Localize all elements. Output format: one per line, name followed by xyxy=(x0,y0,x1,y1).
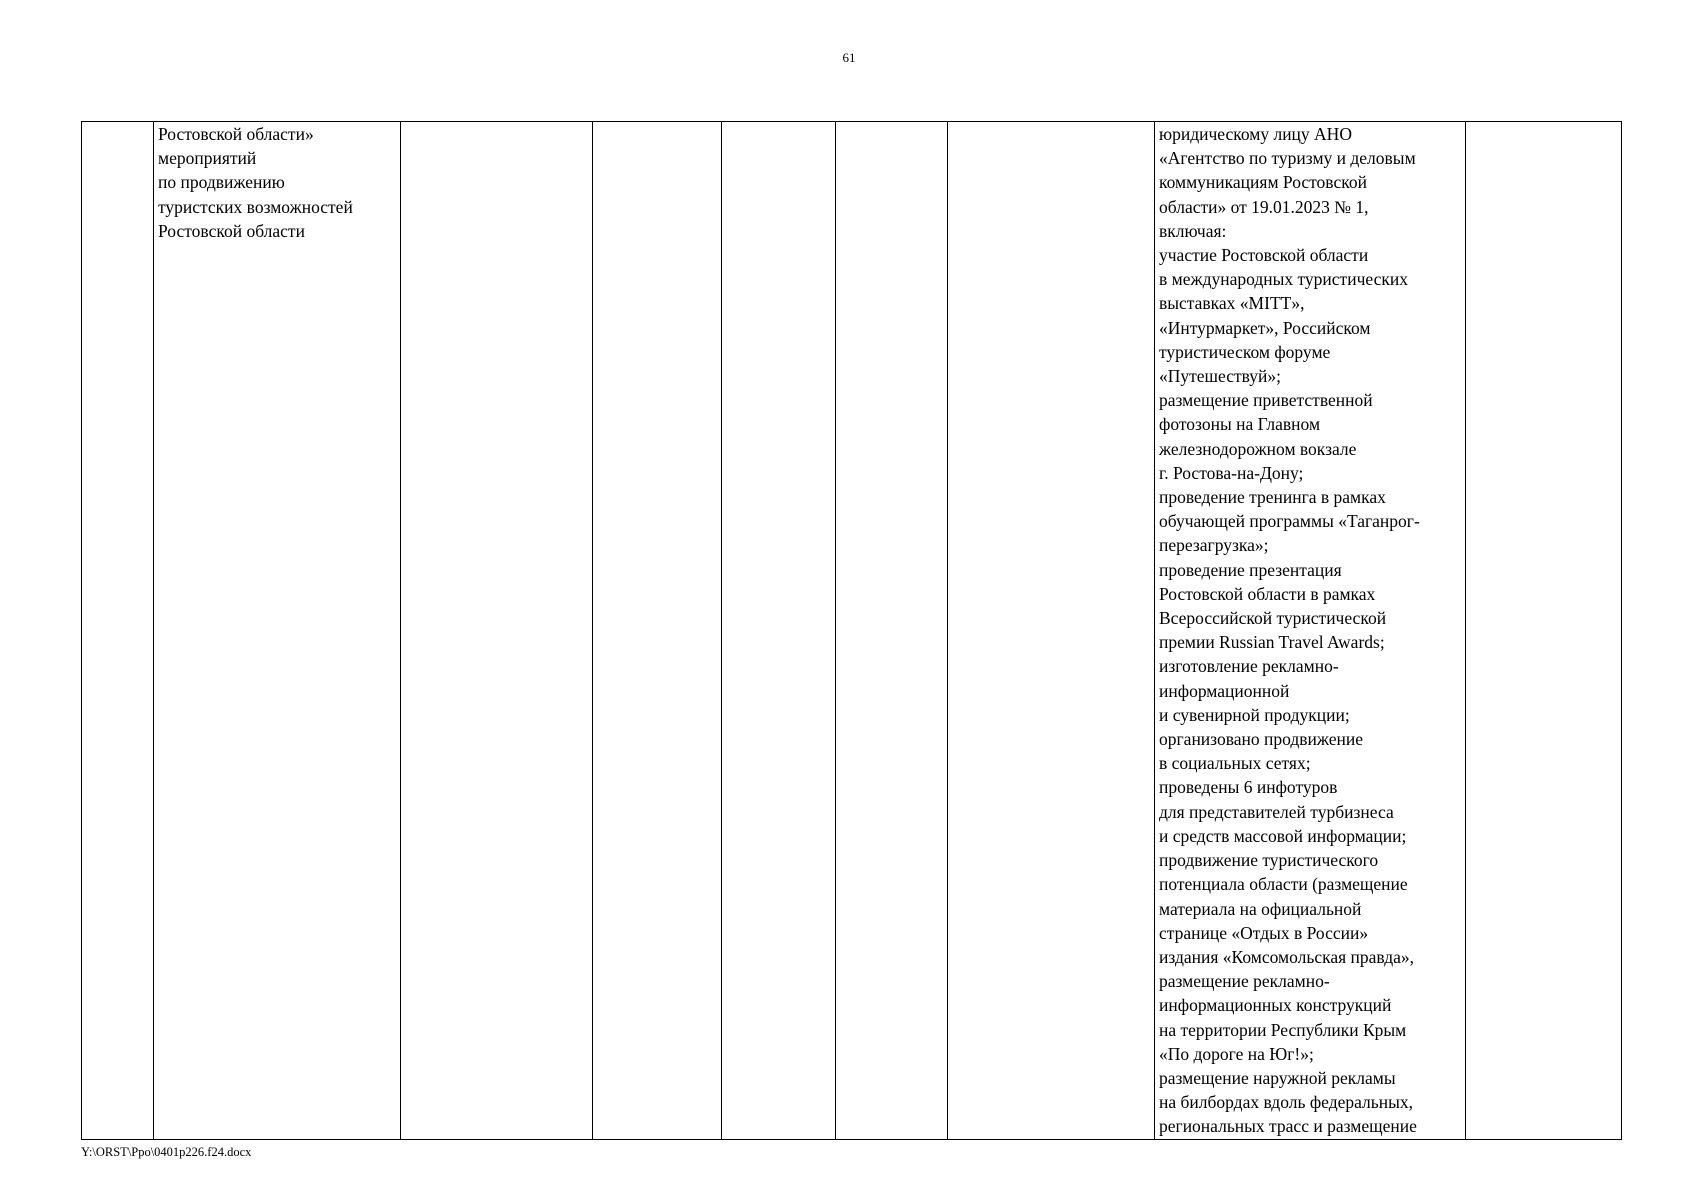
table-cell-4 xyxy=(593,122,722,1140)
event-name-text: Ростовской области» мероприятий по продвижению туристских возможностей Ростовской области xyxy=(158,124,353,241)
table-cell-8 xyxy=(1155,122,1466,1140)
table-cell-7 xyxy=(948,122,1155,1140)
page-number: 61 xyxy=(842,50,856,65)
table-cell-2 xyxy=(154,122,401,1140)
results-description-text: юридическому лицу АНО «Агентство по туризму и деловым коммуникациям Ростовской области» от 19.01.2023 № 1, включая: участие Ростовской области в международных туристических выставках «MITT», «Интурмаркет», Российском туристическом форуме «Путешествуй»; размещение приветственной фотозоны на Главном железнодорожном вокзале г. Ростова-на-Дону; проведение тренинга в рамках обучающей программы «Таганрог- перезагрузка»; проведение презентация Ростовской области в рамках Всероссийской туристической премии Russian Travel Awards; изготовление рекламно- информационной и сувенирной продукции; организовано продвижение в социальных сетях; проведены 6 инфотуров для представителей турбизнеса и средств массовой информации; продвижение туристического потенциала области (размещение материала на официальной странице «Отдых в России» издания «Комсомольская правда», размещение рекламно- информационных конструкций на территории Республики Крым «По дороге на Юг!»; размещение наружной рекламы на билбордах вдоль федеральных, региональных трасс и размещение xyxy=(1159,124,1420,1137)
footer-file-path: Y:\ORST\Ppo\0401p226.f24.docx xyxy=(81,1145,252,1159)
table-cell-9 xyxy=(1466,122,1622,1140)
table-cell-1 xyxy=(82,122,154,1140)
table-row xyxy=(82,122,1622,1140)
table-cell-3 xyxy=(401,122,593,1140)
document-table xyxy=(81,121,1622,1140)
table-cell-6 xyxy=(836,122,948,1140)
table-cell-5 xyxy=(722,122,836,1140)
